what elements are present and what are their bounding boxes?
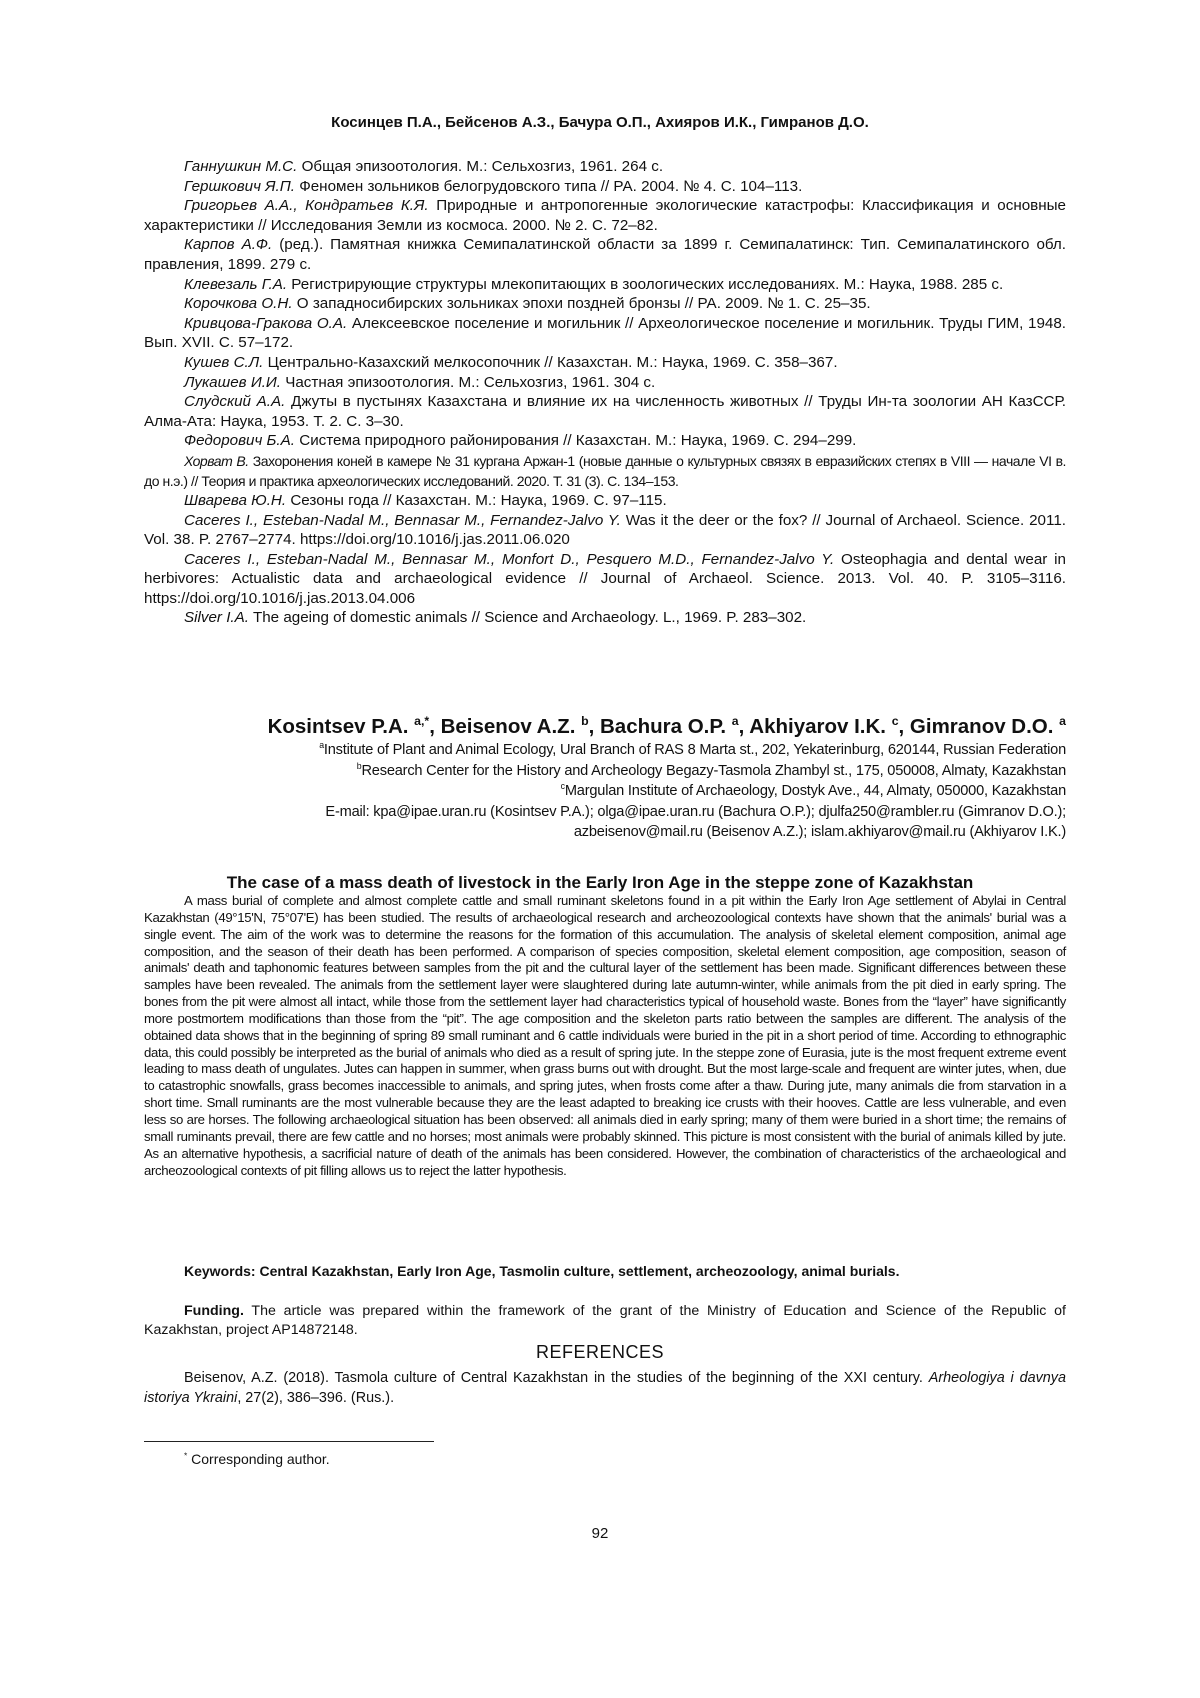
- reference-item: [144, 511, 1066, 550]
- page-number: 92: [591, 1525, 609, 1542]
- reference-item: [144, 608, 1066, 628]
- references-heading: REFERENCES: [535, 1342, 665, 1362]
- reference-author: Caceres I., Esteban-Nadal M., Bennasar M., Fernandez-Jalvo Y.: [184, 511, 621, 529]
- affiliation: [144, 740, 1066, 761]
- footnote-mark: *: [184, 1450, 188, 1461]
- author-name: , Akhiyarov I.K.: [738, 715, 892, 738]
- reference-text: Общая эпизоотология. М.: Сельхозгиз, 1961. 264 с.: [297, 158, 664, 175]
- authors-block: [144, 714, 1066, 843]
- reference-text: Захоронения коней в камере № 31 кургана Аржан-1 (новые данные о культурных связях в евразийских степях в VIII — начале VI в. до н.э.) // Теория и практика археологических исследований. 2020. Т. 31 (3). С. 134–153.: [144, 452, 1066, 489]
- author-affiliation-mark: a: [731, 714, 739, 729]
- funding-label: Funding.: [184, 1303, 244, 1319]
- reference-author: Ганнушкин М.С.: [184, 158, 298, 175]
- author-name: , Gimranov D.O.: [898, 715, 1060, 738]
- funding: [144, 1302, 1066, 1340]
- reference-author: Хорват В.: [184, 452, 249, 469]
- author-name: , Bachura O.P.: [588, 715, 732, 738]
- reference-text: The ageing of domestic animals // Science and Archaeology. L., 1969. P. 283–302.: [249, 609, 807, 627]
- abstract: [144, 893, 1066, 1179]
- reference-item: [144, 275, 1066, 295]
- author-affiliation-mark: a,*: [414, 714, 430, 729]
- keywords-label: Keywords:: [184, 1263, 256, 1279]
- keywords-text: Central Kazakhstan, Early Iron Age, Tasmolin culture, settlement, archeozoology, animal burials.: [255, 1263, 900, 1279]
- affiliation: [144, 781, 1066, 802]
- author-affiliation-mark: a: [1059, 714, 1066, 729]
- funding-text: The article was prepared within the framework of the grant of the Ministry of Education and Science of the Republic of Kazakhstan, project AP14872148.: [144, 1303, 1066, 1338]
- keywords: [144, 1262, 1066, 1280]
- affiliation-text: Margulan Institute of Archaeology, Dostyk Ave., 44, Almaty, 050000, Kazakhstan: [564, 783, 1066, 799]
- reference-text: Центрально-Казахский мелкосопочник // Казахстан. М.: Наука, 1969. С. 358–367.: [263, 353, 838, 371]
- reference-item: [144, 294, 1066, 314]
- reference-author: Лукашев И.И.: [184, 373, 281, 391]
- reference-item: [144, 451, 1066, 491]
- reference-text: Osteophagia and dental wear in herbivores: Actualistic data and archaeological evidence // Journal of Archaeol. Science. 2013. Vol. 40. P. 3105–3116. https://doi.org/10.1016/j.jas.2013.04.006: [144, 550, 1067, 607]
- reference-author: Caceres I., Esteban-Nadal M., Bennasar M., Monfort D., Pesquero M.D., Fernandez-Jalvo Y.: [184, 550, 835, 568]
- reference-en-text: Beisenov, A.Z. (2018). Tasmola culture of Central Kazakhstan in the studies of the beginning of the XXI century.: [184, 1370, 929, 1386]
- author-affiliation-mark: b: [581, 714, 589, 729]
- reference-item: [144, 157, 1066, 177]
- affiliation-mark: a: [319, 740, 324, 751]
- references-ru-list: [144, 157, 1066, 628]
- reference-item: [144, 431, 1066, 451]
- author-names: [144, 714, 1066, 740]
- affiliation: [144, 761, 1066, 782]
- reference-author: Федорович Б.А.: [184, 432, 295, 450]
- reference-item: [144, 491, 1066, 511]
- reference-text: О западносибирских зольниках эпохи поздней бронзы // РА. 2009. № 1. С. 25–35.: [292, 295, 871, 313]
- reference-item: [144, 392, 1066, 431]
- affiliation-text: Research Center for the History and Archeology Begazy-Tasmola Zhambyl st., 175, 050008, Almaty, Kazakhstan: [361, 762, 1066, 779]
- reference-text: Система природного районирования // Казахстан. М.: Наука, 1969. С. 294–299.: [295, 432, 857, 450]
- reference-text: Алексеевское поселение и могильник // Археологическое поселение и могильник. Труды ГИМ, 1948. Вып. XVII. С. 57–172.: [144, 314, 1066, 352]
- reference-text: Джуты в пустынях Казахстана и влияние их на численность животных // Труды Ин-та зоологии АН КазССР. Алма-Ата: Наука, 1953. Т. 2. С. 3–30.: [144, 393, 1066, 430]
- reference-text: Феномен зольников белогрудовского типа // РА. 2004. № 4. С. 104–113.: [294, 177, 803, 195]
- author-name: Kosintsev P.A.: [267, 715, 415, 738]
- reference-author: Клевезаль Г.А.: [184, 275, 288, 293]
- reference-author: Слудский А.А.: [184, 393, 286, 411]
- footnote-text: Corresponding author.: [187, 1451, 330, 1467]
- reference-item: [144, 196, 1066, 235]
- affiliation-text: Institute of Plant and Animal Ecology, Ural Branch of RAS 8 Marta st., 202, Yekaterinburg, 620144, Russian Federation: [323, 742, 1066, 758]
- reference-item: [144, 235, 1066, 274]
- email-line: azbeisenov@mail.ru (Beisenov A.Z.); islam.akhiyarov@mail.ru (Akhiyarov I.K.): [573, 824, 1066, 840]
- affiliation-mark: b: [356, 760, 362, 771]
- running-head: Косинцев П.А., Бейсенов А.З., Бачура О.П., Ахияров И.К., Гимранов Д.О.: [331, 114, 869, 131]
- author-affiliation-mark: c: [891, 714, 899, 729]
- reference-author: Silver I.A.: [184, 609, 249, 627]
- reference-text: Сезоны года // Казахстан. М.: Наука, 1969. С. 97–115.: [286, 491, 667, 509]
- reference-author: Григорьев А.А., Кондратьев К.Я.: [184, 197, 429, 215]
- reference-text: Регистрирующие структуры млекопитающих в зоологических исследованиях. М.: Наука, 1988. 285 с.: [287, 275, 1004, 293]
- reference-item: [144, 314, 1066, 353]
- reference-text: Природные и антропогенные экологические катастрофы: Классификация и основные характеристики // Исследования Земли из космоса. 2000. № 2. С. 72–82.: [144, 197, 1066, 234]
- reference-author: Гершкович Я.П.: [184, 177, 295, 195]
- reference-text: (ред.). Памятная книжка Семипалатинской области за 1899 г. Семипалатинск: Тип. Семипалатинского обл. правления, 1899. 279 с.: [144, 236, 1066, 273]
- reference-author: Карпов А.Ф.: [184, 236, 273, 254]
- footnote-divider: [144, 1441, 434, 1442]
- reference-item: [144, 373, 1066, 393]
- reference-item: [144, 353, 1066, 373]
- email-line: E-mail: kpa@ipae.uran.ru (Kosintsev P.A.); olga@ipae.uran.ru (Bachura O.P.); djulfa250@rambler.ru (Gimranov D.O.);: [325, 803, 1066, 820]
- reference-item: [144, 550, 1066, 609]
- footnote: [184, 1451, 330, 1467]
- reference-text: Частная эпизоотология. М.: Сельхозгиз, 1961. 304 с.: [281, 373, 656, 391]
- reference-en-journal: Arheologiya i davnya istoriya Ykraini: [144, 1370, 1066, 1406]
- reference-author: Шварева Ю.Н.: [184, 491, 287, 509]
- reference-author: Кривцова-Гракова О.А.: [184, 314, 348, 332]
- affiliation-mark: c: [560, 781, 565, 792]
- reference-author: Кушев С.Л.: [184, 353, 264, 371]
- reference-item: [144, 177, 1066, 197]
- reference-en: [144, 1369, 1066, 1408]
- reference-text: Was it the deer or the fox? // Journal of Archaeol. Science. 2011. Vol. 38. P. 2767–2774. https://doi.org/10.1016/j.jas.2011.06.020: [144, 511, 1066, 549]
- abstract-text: A mass burial of complete and almost complete cattle and small ruminant skeletons found in a pit within the Early Iron Age settlement of Abylai in Central Kazakhstan (49°15'N, 75°07'E) has been studied. The results of archaeological research and archeozoological contexts have shown that the animals' burial was a single event. The aim of the work was to determine the reasons for the formation of this accumulation. The analysis of skeletal element composition, animal age composition, and the season of their death has been performed. A comparison of species composition, skeletal element composition, age composition, season of animals' death and taphonomic features between samples from the pit and the cultural layer of the settlement has been made. Significant differences between these samples have been revealed. The animals from the settlement layer were slaughtered during late autumn-winter, while animals from the pit died in early spring. The bones from the pit were almost all intact, while those from the settlement layer had characteristics typical of household waste. Bones from the “layer” have significantly more postmortem modifications than those from the “pit”. The age composition and the skeleton parts ratio between the samples are different. The analysis of the obtained data shows that in the beginning of spring 89 small ruminant and 6 cattle individuals were buried in the pit in a short period of time. According to ethnographic data, this could possibly be interpreted as the burial of animals who died as a result of spring jute. In the steppe zone of Eurasia, jute is the most frequent extreme event leading to mass death of ungulates. Jutes can happen in summer, when grass burns out with drought. But the most large-scale and frequent are winter jutes, when, due to catastrophic snowfalls, grass becomes inaccessible to animals, and spring jutes, when frosts come after a thaw. During jute, many animals die from starvation in a short time. Small ruminants are the most vulnerable because they are the least adapted to breaking ice crusts with their hooves. Cattle are less vulnerable, and even less so are horses. The following archaeological situation has been observed: all animals died in early spring; many of them were buried in a short time; the remains of small ruminants prevail, there are few cattle and no horses; most animals were probably skinned. This picture is most consistent with the burial of animals killed by jute. As an alternative hypothesis, a sacrificial nature of death of the animals has been considered. However, the combination of characteristics of the archaeological and archeozoological contexts of pit filling allows us to reject the latter hypothesis.: [144, 893, 1066, 1178]
- reference-author: Корочкова О.Н.: [184, 295, 293, 313]
- article-title: The case of a mass death of livestock in the Early Iron Age in the steppe zone of Kazakhstan: [226, 873, 974, 892]
- author-name: , Beisenov A.Z.: [429, 715, 582, 738]
- reference-en-tail: , 27(2), 386–396. (Rus.).: [237, 1389, 395, 1406]
